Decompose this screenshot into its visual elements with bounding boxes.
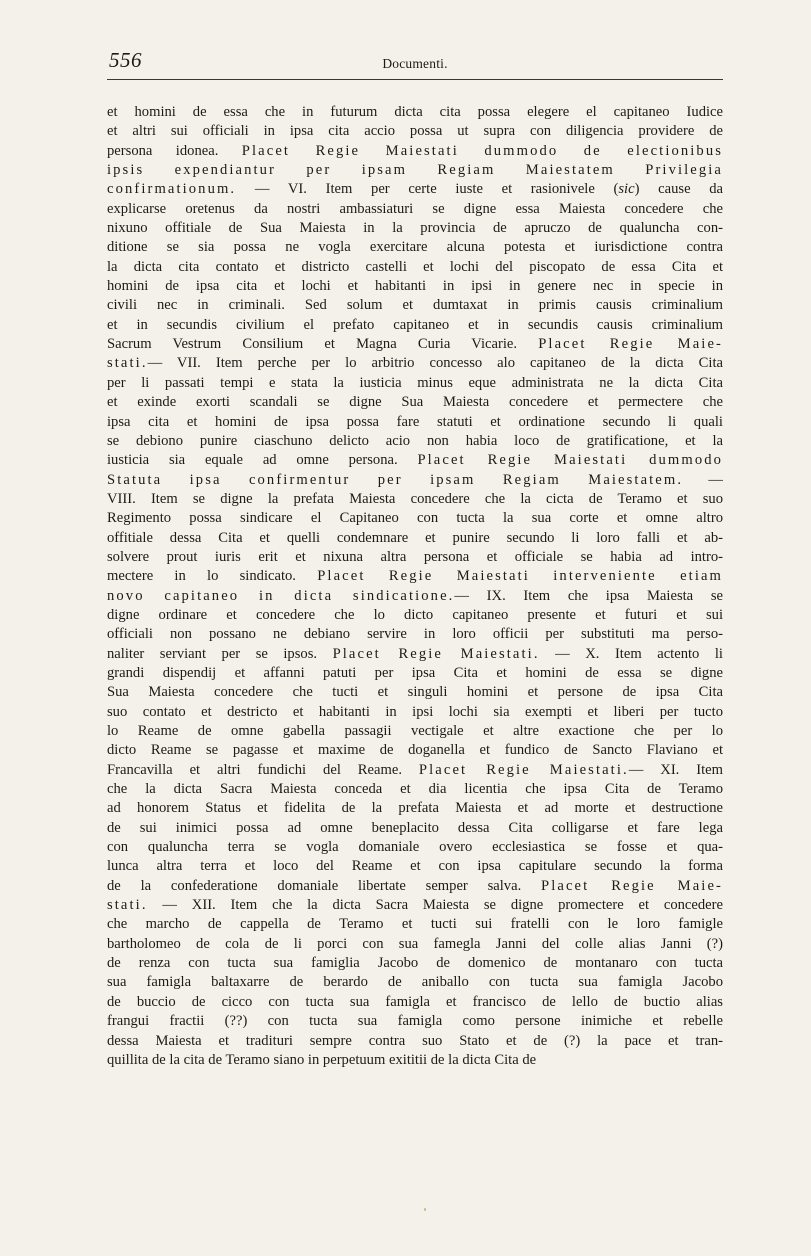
text-line xyxy=(107,799,723,818)
text-line xyxy=(107,413,723,432)
text-line xyxy=(107,683,723,702)
text-segment: de la confederatione domaniale libertate semper salva. xyxy=(107,877,542,894)
text-segment: dicto Reame se pagasse et maxime de doganella et fundico de Sancto Flaviano et xyxy=(107,742,723,759)
text-line xyxy=(107,664,723,683)
text-segment: et altri sui officiali in ipsa cita accio possa ut supra con diligencia providere de xyxy=(107,123,723,140)
page-number: 556 xyxy=(109,48,142,72)
text-line xyxy=(107,993,723,1012)
text-segment: — IX. Item che ipsa Maiesta se xyxy=(454,587,723,604)
text-line xyxy=(107,335,723,354)
text-line xyxy=(107,761,723,780)
text-segment: et exinde exorti scandali se digne Sua Maiesta concedere et permectere che xyxy=(107,394,723,411)
text-line xyxy=(107,780,723,799)
spaced-emphasis: stati. xyxy=(107,355,148,372)
text-line xyxy=(107,703,723,722)
spaced-emphasis: Placet Regie Maiestati dummodo xyxy=(417,452,723,469)
page-header xyxy=(107,46,723,78)
text-line xyxy=(107,935,723,954)
text-line xyxy=(107,277,723,296)
text-line xyxy=(107,857,723,876)
text-segment: explicarse oretenus da nostri ambassiaturi se digne essa Maiesta concedere che xyxy=(107,200,723,217)
text-line xyxy=(107,258,723,277)
text-line xyxy=(107,161,723,180)
text-segment: che marcho de cappella de Teramo et tucti sui fratelli con le loro famigle xyxy=(107,916,723,933)
text-line xyxy=(107,122,723,141)
text-segment: — XI. Item xyxy=(628,761,723,778)
text-segment: frangui fractii (??) con tucta sua famigla como persone inimiche et rebelle xyxy=(107,1013,723,1030)
text-line xyxy=(107,200,723,219)
text-line xyxy=(107,238,723,257)
text-line xyxy=(107,915,723,934)
text-segment: ) cause da xyxy=(634,181,723,198)
text-segment: nixuno offitiale de Sua Maiesta in la provincia de apruczo de qualuncha con- xyxy=(107,220,723,237)
text-line xyxy=(107,296,723,315)
text-segment: offitiale dessa Cita et quelli condemnare et punire secundo li loro falli et ab- xyxy=(107,529,723,546)
text-line xyxy=(107,451,723,470)
text-line xyxy=(107,219,723,238)
spaced-emphasis: Placet Regie Maiestati. xyxy=(418,761,629,778)
text-line xyxy=(107,954,723,973)
text-line xyxy=(107,316,723,335)
text-segment: suo contato et destricto et habitanti in ipsi lochi sia exempti et liberi per tucto xyxy=(107,703,723,720)
text-segment: grandi dispendij et affanni patuti per ipsa Cita et homini de essa se digne xyxy=(107,664,723,681)
paper-speck xyxy=(424,1208,426,1211)
text-segment: homini de ipsa cita et lochi et habitanti in ipsi in genere nec in specie in xyxy=(107,278,723,295)
spaced-emphasis: Statuta ipsa confirmentur per ipsam Regiam Maiestatem. xyxy=(107,471,684,488)
text-segment: quillita de la cita de Teramo siano in perpetuum exititii de la dicta Cita de xyxy=(107,1051,537,1068)
text-segment: per li passati tempi e stata la iusticia minus eque administrata ne la dicta Cita xyxy=(107,374,723,391)
text-line xyxy=(107,548,723,567)
text-segment: persona idonea. xyxy=(107,142,242,159)
text-line xyxy=(107,973,723,992)
text-line xyxy=(107,645,723,664)
text-segment: de buccio de cicco con tucta sua famigla et francisco de lello de buctio alias xyxy=(107,993,723,1010)
text-segment: VIII. Item se digne la prefata Maiesta concedere che la cicta de Teramo et suo xyxy=(107,490,723,507)
text-segment: con qualuncha terra se vogla domaniale overo ecclesiastica se fosse et qua- xyxy=(107,839,723,856)
text-line xyxy=(107,896,723,915)
text-segment: — VII. Item perche per lo arbitrio concesso alo capitaneo de la dicta Cita xyxy=(147,355,723,372)
text-segment: — xyxy=(683,471,723,488)
text-line xyxy=(107,1012,723,1031)
text-line xyxy=(107,490,723,509)
text-segment: se debiono punire ciaschuno delicto acio non habia loco de gratificatione, et la xyxy=(107,432,723,449)
text-segment: et homini de essa che in futurum dicta cita possa elegere el capitaneo Iudice xyxy=(107,104,723,120)
text-segment: lo Reame de omne gabella passagii vectigale et altre exactione che per lo xyxy=(107,723,723,739)
text-line xyxy=(107,567,723,586)
text-segment: lunca altra terra et loco del Reame et con ipsa capitulare secundo la forma xyxy=(107,858,723,875)
text-segment: la dicta cita contato et districto castelli et lochi del piscopato de essa Cita et xyxy=(107,258,723,275)
text-segment: ad honorem Status et fidelita de la prefata Maiesta et ad morte et destructione xyxy=(107,800,723,817)
spaced-emphasis: Placet Regie Maiestati dummodo de electionibus xyxy=(241,142,723,159)
text-segment: ditione se sia possa ne vogla exercitare alcuna potesta et iurisdictione contra xyxy=(107,239,723,256)
header-rule xyxy=(107,79,723,80)
text-segment: de sui inimici possa ad omne beneplacito dessa Cita colligarse et fare lega xyxy=(107,819,723,836)
text-segment: Sacrum Vestrum Consilium et Magna Curia Vicarie. xyxy=(107,336,539,353)
text-segment: Sua Maiesta concedere che tucti et singuli homini et persone de ipsa Cita xyxy=(107,684,723,701)
text-segment: de renza con tucta sua famiglia Jacobo de domenico de montanaro con tucta xyxy=(107,955,723,972)
text-line xyxy=(107,625,723,644)
text-segment: digne ordinare et concedere che lo dicto capitaneo presente et futuri et sui xyxy=(107,606,723,623)
text-line xyxy=(107,509,723,528)
text-segment: sua famigla baltaxarre de berardo de aniballo con tucta sua famigla Jacobo xyxy=(107,974,723,991)
italic-note: sic xyxy=(618,181,635,198)
text-line xyxy=(107,877,723,896)
text-segment: Francavilla et altri fundichi del Reame. xyxy=(107,761,419,778)
text-segment: iusticia sia equale ad omne persona. xyxy=(107,452,418,469)
text-segment: et in secundis civilium el prefato capitaneo et in secundis causis criminalium xyxy=(107,316,723,333)
text-line xyxy=(107,1032,723,1051)
text-line xyxy=(107,529,723,548)
text-segment: officiali non possano ne debiano servire in loro officii per substituti ma perso- xyxy=(107,626,723,643)
text-segment: — VI. Item per certe iuste et rasionivele ( xyxy=(236,181,619,198)
spaced-emphasis: Placet Regie Maiestati. xyxy=(332,645,540,662)
spaced-emphasis: novo capitaneo in dicta sindicatione. xyxy=(107,587,455,604)
text-segment: dessa Maiesta et tradituri sempre contra suo Stato et de (?) la pace et tran- xyxy=(107,1032,723,1049)
text-line xyxy=(107,142,723,161)
spaced-emphasis: Placet Regie Maie- xyxy=(538,336,723,353)
text-line xyxy=(107,103,723,122)
text-line xyxy=(107,180,723,199)
spaced-emphasis: Placet Regie Maie- xyxy=(541,877,723,894)
text-line xyxy=(107,354,723,373)
text-segment: che la dicta Sacra Maiesta conceda et dia licentia che ipsa Cita de Teramo xyxy=(107,781,723,798)
text-line xyxy=(107,741,723,760)
text-segment: ipsa cita et homini de ipsa possa fare statuti et ordinatione secundo li quali xyxy=(107,413,723,430)
text-line xyxy=(107,374,723,393)
text-line xyxy=(107,606,723,625)
document-body xyxy=(107,103,723,1070)
text-line xyxy=(107,471,723,490)
text-line xyxy=(107,819,723,838)
spaced-emphasis: confirmationum. xyxy=(107,181,237,198)
text-segment: Regimento possa sindicare el Capitaneo con tucta la sua corte et omne altro xyxy=(107,510,723,527)
text-line xyxy=(107,722,723,741)
text-line xyxy=(107,393,723,412)
text-segment: mectere in lo sindicato. xyxy=(107,568,318,585)
running-head: Documenti. xyxy=(382,56,448,71)
text-segment: naliter serviant per se ipsos. xyxy=(107,645,333,662)
text-segment: — XII. Item che la dicta Sacra Maiesta se digne promectere et concedere xyxy=(147,897,723,914)
spaced-emphasis: stati. xyxy=(107,897,148,914)
text-segment: solvere prout iuris erit et nixuna altra persona et officiale se habia ad intro- xyxy=(107,548,723,565)
text-line xyxy=(107,587,723,606)
text-segment: — X. Item actento li xyxy=(539,645,723,662)
spaced-emphasis: Placet Regie Maiestati interveniente etiam xyxy=(317,568,723,585)
text-line xyxy=(107,838,723,857)
text-line xyxy=(107,432,723,451)
text-segment: bartholomeo de cola de li porci con sua famegla Janni del colle alias Janni (?) xyxy=(107,935,723,952)
spaced-emphasis: ipsis expendiantur per ipsam Regiam Maiestatem Privilegia xyxy=(107,162,723,179)
text-line xyxy=(107,1051,723,1070)
text-segment: civili nec in criminali. Sed solum et dumtaxat in primis causis criminalium xyxy=(107,297,723,314)
